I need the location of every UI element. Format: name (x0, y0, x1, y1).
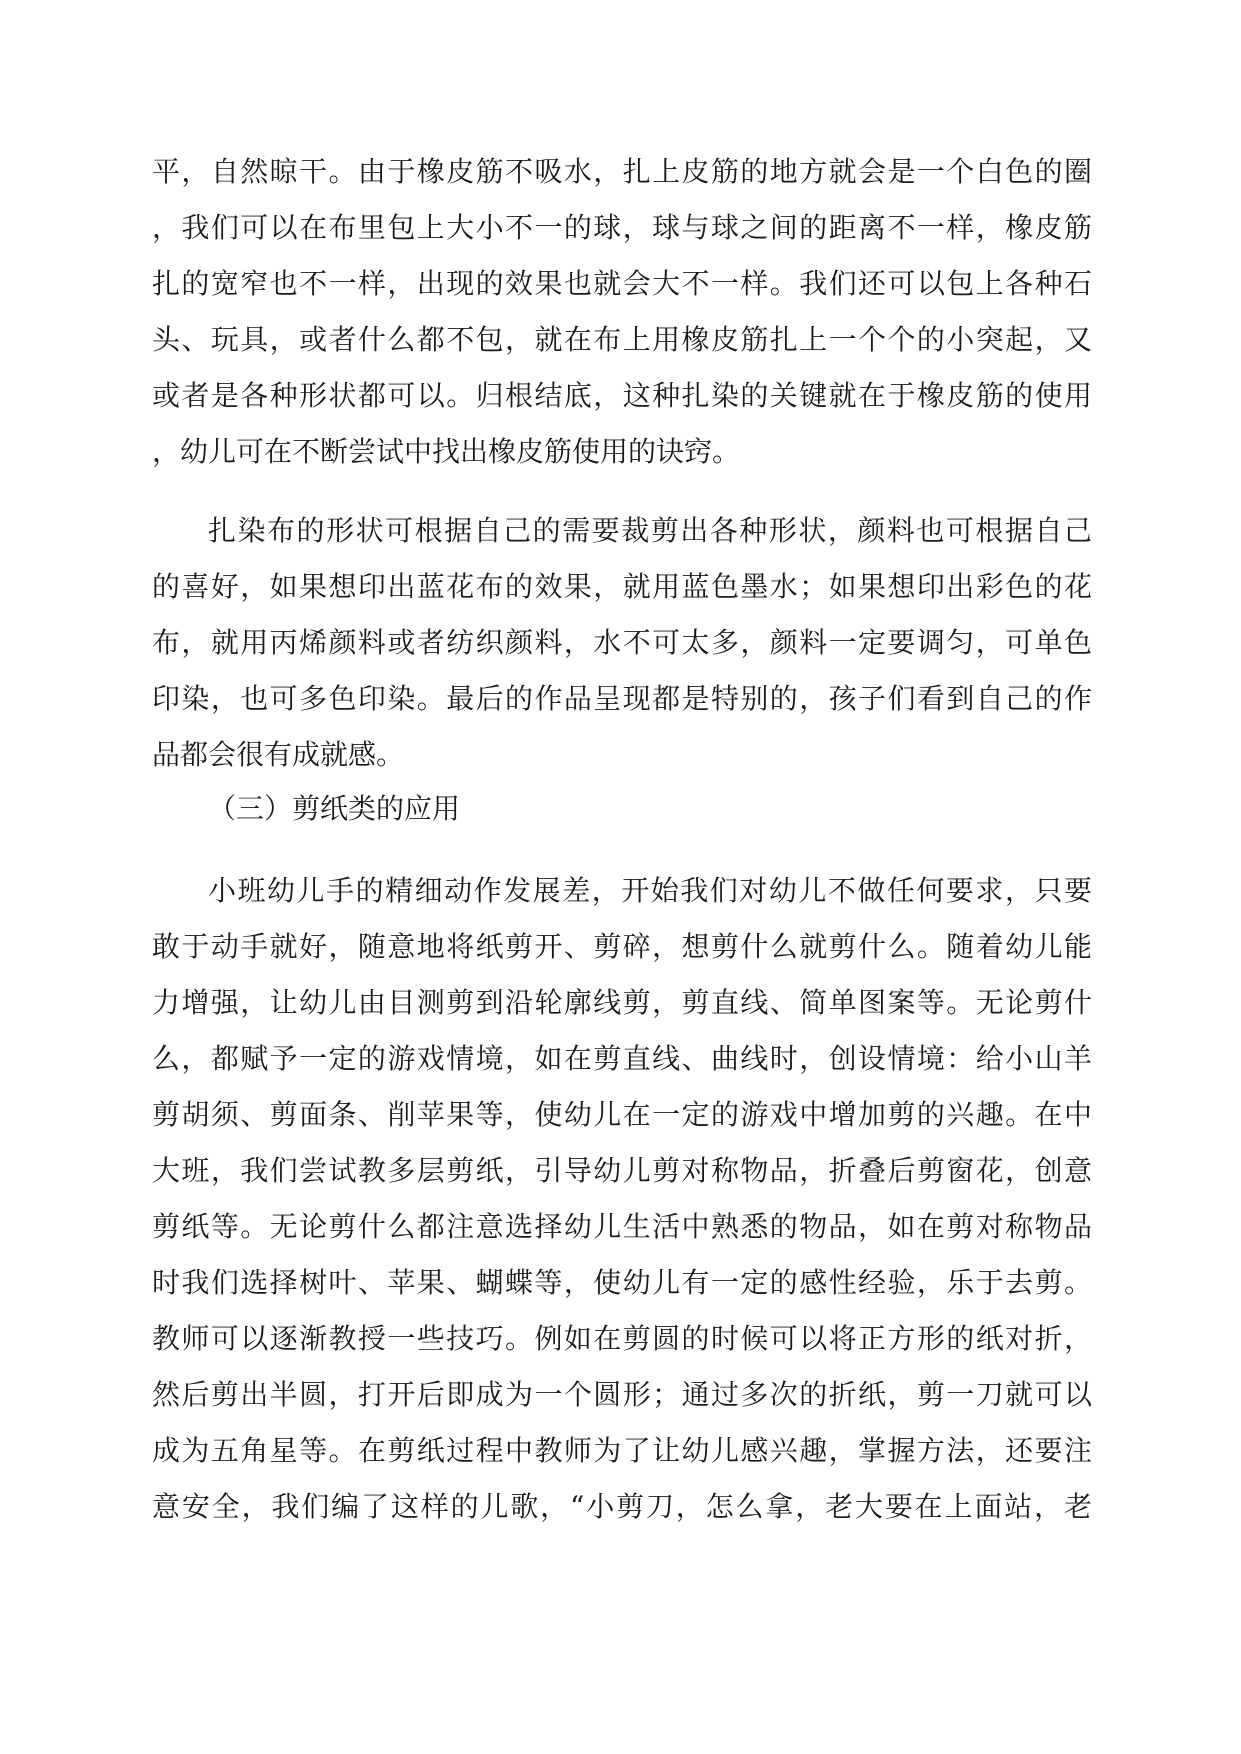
paragraph-line: 平，自然晾干。由于橡皮筋不吸水，扎上皮筋的地方就会是一个白色的圈 (152, 155, 1092, 188)
paragraph-line: ，幼儿可在不断尝试中找出橡皮筋使用的诀窍。 (152, 435, 741, 468)
section-heading-text: （三）剪纸类的应用 (208, 792, 461, 825)
paragraph-tie-dye-rubber-band (152, 144, 1092, 480)
paragraph-line: 扎的宽窄也不一样，出现的效果也就会大不一样。我们还可以包上各种石 (152, 267, 1092, 300)
paragraph-line: 么，都赋予一定的游戏情境，如在剪直线、曲线时，创设情境：给小山羊 (152, 1042, 1092, 1075)
paragraph-line: 品都会很有成就感。 (152, 738, 405, 771)
paragraph-line: 大班，我们尝试教多层剪纸，引导幼儿剪对称物品，折叠后剪窗花，创意 (152, 1154, 1092, 1187)
paragraph-line: 教师可以逐渐教授一些技巧。例如在剪圆的时候可以将正方形的纸对折， (152, 1322, 1092, 1355)
paragraph-line: 扎染布的形状可根据自己的需要裁剪出各种形状，颜料也可根据自己 (208, 514, 1092, 547)
paragraph-line: 然后剪出半圆，打开后即成为一个圆形；通过多次的折纸，剪一刀就可以 (152, 1378, 1092, 1411)
paragraph-line: 或者是各种形状都可以。归根结底，这种扎染的关键就在于橡皮筋的使用 (152, 379, 1092, 412)
paragraph-line: ，我们可以在布里包上大小不一的球，球与球之间的距离不一样，橡皮筋 (152, 211, 1092, 244)
paragraph-line: 印染，也可多色印染。最后的作品呈现都是特别的，孩子们看到自己的作 (152, 682, 1092, 715)
paragraph-line: 小班幼儿手的精细动作发展差，开始我们对幼儿不做任何要求，只要 (208, 874, 1092, 907)
paragraph-paper-cutting (152, 863, 1092, 1535)
section-heading (152, 781, 1092, 837)
paragraph-line: 敢于动手就好，随意地将纸剪开、剪碎，想剪什么就剪什么。随着幼儿能 (152, 930, 1092, 963)
paragraph-line: 力增强，让幼儿由目测剪到沿轮廓线剪，剪直线、简单图案等。无论剪什 (152, 986, 1092, 1019)
paragraph-line: 意安全，我们编了这样的儿歌，“小剪刀，怎么拿，老大要在上面站，老 (152, 1490, 1092, 1523)
paragraph-line: 成为五角星等。在剪纸过程中教师为了让幼儿感兴趣，掌握方法，还要注 (152, 1434, 1092, 1467)
paragraph-line: 剪胡须、剪面条、削苹果等，使幼儿在一定的游戏中增加剪的兴趣。在中 (152, 1098, 1092, 1131)
paragraph-line: 剪纸等。无论剪什么都注意选择幼儿生活中熟悉的物品，如在剪对称物品 (152, 1210, 1092, 1243)
paragraph-line: 头、玩具，或者什么都不包，就在布上用橡皮筋扎上一个个的小突起，又 (152, 323, 1092, 356)
paragraph-line: 时我们选择树叶、苹果、蝴蝶等，使幼儿有一定的感性经验，乐于去剪。 (152, 1266, 1092, 1299)
paragraph-line: 布，就用丙烯颜料或者纺织颜料，水不可太多，颜料一定要调匀，可单色 (152, 626, 1092, 659)
paragraph-tie-dye-shapes-colors (152, 503, 1092, 783)
paragraph-line: 的喜好，如果想印出蓝花布的效果，就用蓝色墨水；如果想印出彩色的花 (152, 570, 1092, 603)
